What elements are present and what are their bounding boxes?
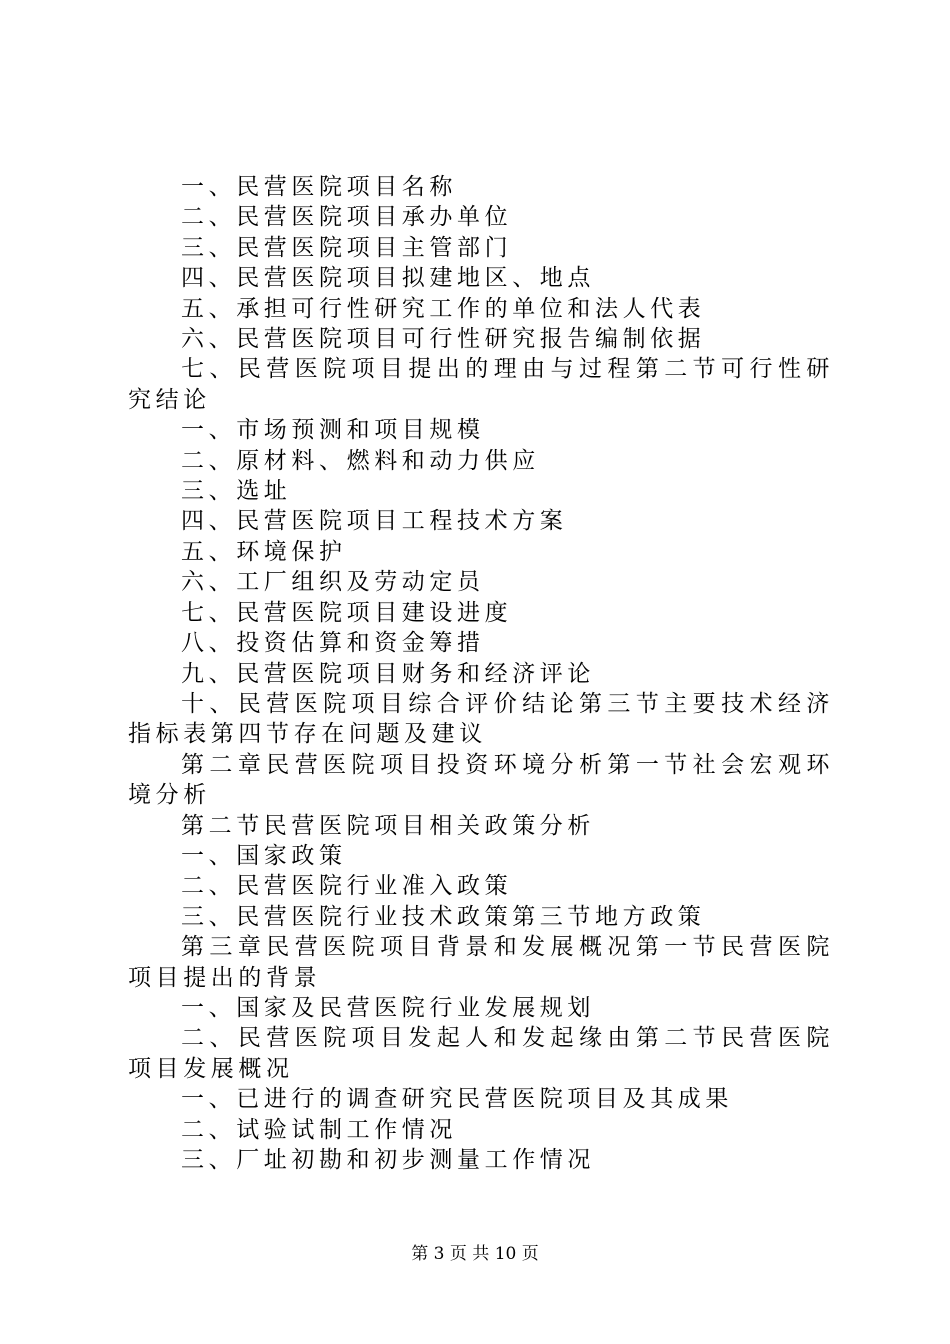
paragraph: 五、环境保护: [181, 538, 347, 565]
paragraph: 二、民营医院项目发起人和发起缘由第二节民营医院项目发展概况: [128, 1025, 834, 1082]
paragraph: 一、民营医院项目名称: [181, 174, 457, 200]
paragraph: 三、厂址初勘和初步测量工作情况: [181, 1147, 595, 1173]
paragraph: 六、工厂组织及劳动定员: [181, 569, 485, 596]
paragraph: 四、民营医院项目工程技术方案: [181, 508, 568, 535]
paragraph: 一、市场预测和项目规模: [181, 417, 485, 444]
paragraph: 二、试验试制工作情况: [181, 1116, 457, 1143]
paragraph: 三、民营医院项目主管部门: [181, 234, 513, 261]
paragraph: 一、国家及民营医院行业发展规划: [181, 994, 595, 1021]
paragraph: 第二章民营医院项目投资环境分析第一节社会宏观环境分析: [128, 751, 834, 809]
page-number-label: 第 3 页 共 10 页: [411, 1244, 539, 1264]
page-footer: [0, 1243, 950, 1265]
paragraph: 二、原材料、燃料和动力供应: [181, 447, 540, 474]
paragraph: 六、民营医院项目可行性研究报告编制依据: [181, 326, 706, 353]
paragraph: 二、民营医院行业准入政策: [181, 873, 513, 900]
paragraph: 七、民营医院项目建设进度: [181, 599, 513, 626]
paragraph: 第三章民营医院项目背景和发展概况第一节民营医院项目提出的背景: [128, 934, 834, 991]
paragraph: 三、民营医院行业技术政策第三节地方政策: [181, 903, 706, 930]
paragraph: 五、承担可行性研究工作的单位和法人代表: [181, 295, 706, 322]
paragraph: 八、投资估算和资金筹措: [181, 630, 485, 657]
document-body: [128, 172, 834, 1175]
paragraph: 二、民营医院项目承办单位: [181, 204, 513, 231]
paragraph: 第二节民营医院项目相关政策分析: [181, 812, 595, 839]
paragraph: 一、已进行的调查研究民营医院项目及其成果: [181, 1086, 733, 1113]
paragraph: 四、民营医院项目拟建地区、地点: [181, 265, 595, 292]
paragraph: 一、国家政策: [181, 842, 347, 869]
paragraph: 七、民营医院项目提出的理由与过程第二节可行性研究结论: [128, 356, 834, 413]
paragraph: 九、民营医院项目财务和经济评论: [181, 660, 595, 687]
paragraph: 三、选址: [181, 478, 292, 505]
paragraph: 十、民营医院项目综合评价结论第三节主要技术经济指标表第四节存在问题及建议: [128, 690, 834, 748]
